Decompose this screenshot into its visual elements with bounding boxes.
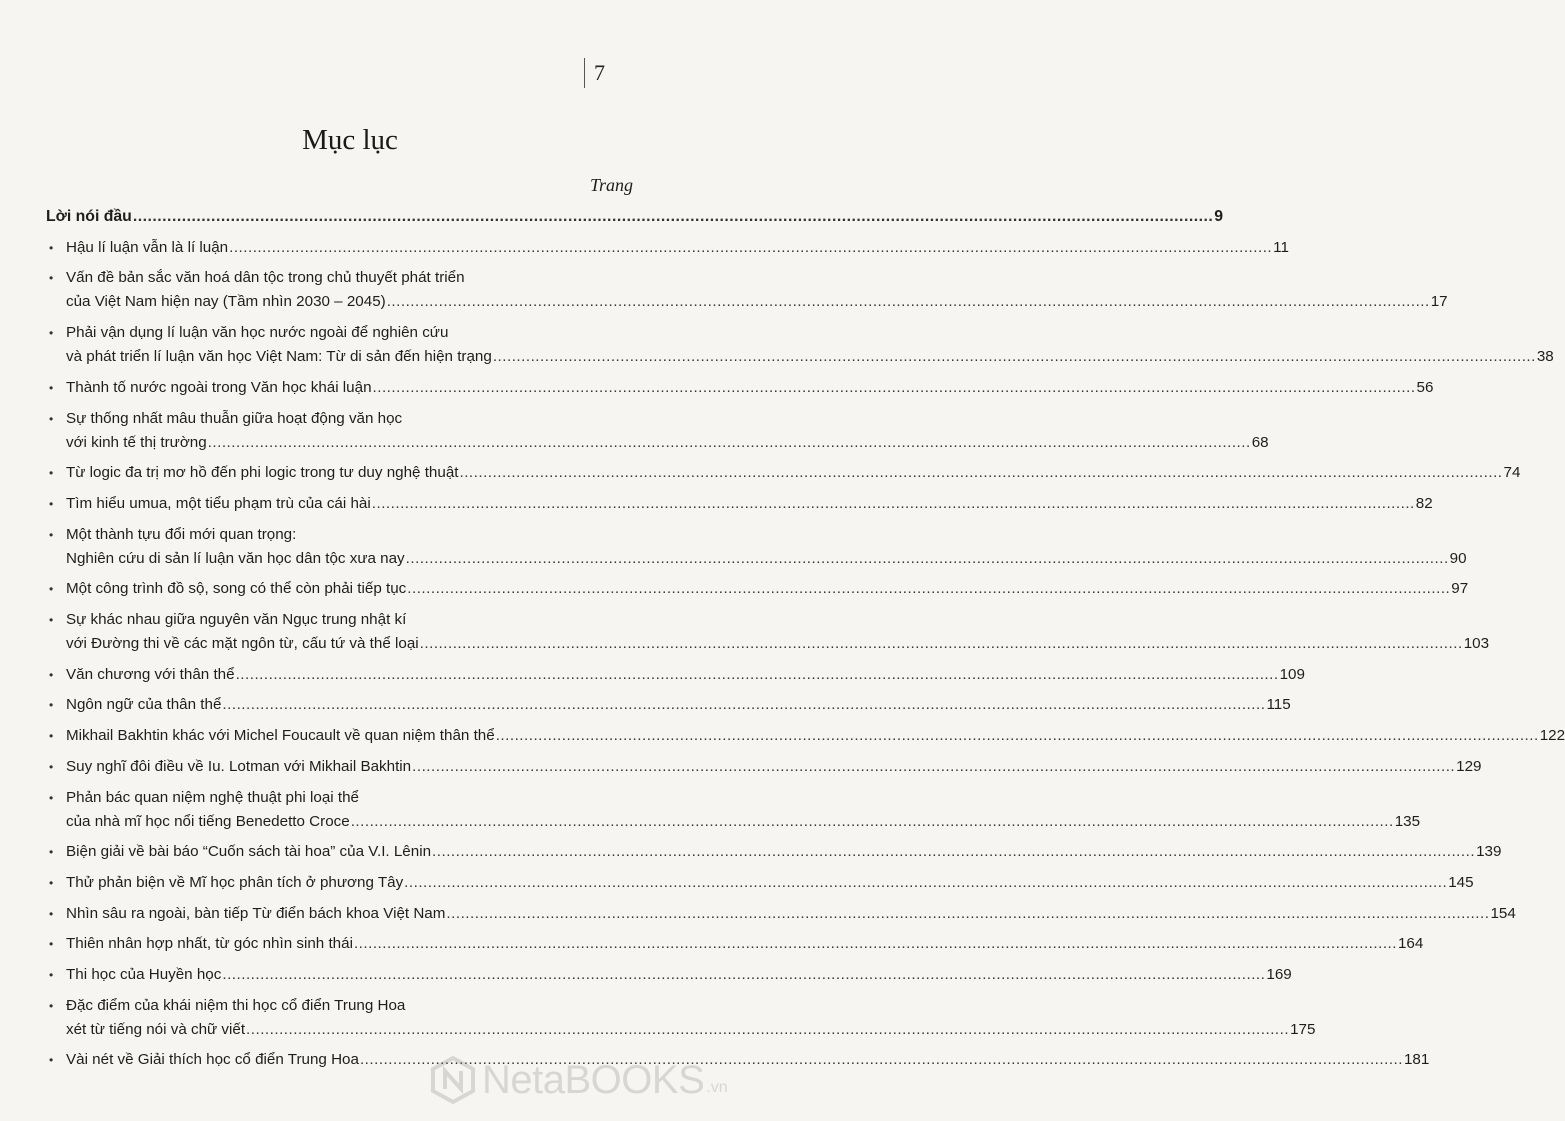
page-column-header: Trang (589, 175, 633, 195)
page-number-divider (584, 58, 585, 88)
toc-entry-title: với Đường thi về các mặt ngôn từ, cấu tứ và thể loại (66, 635, 419, 652)
dot-leader (420, 632, 1463, 656)
bullet-icon: • (49, 613, 54, 627)
toc-entry (46, 407, 1269, 455)
dot-leader (407, 577, 1450, 601)
toc-page-number: 56 (1416, 378, 1434, 396)
toc-entry-title: Phản bác quan niệm nghệ thuật phi loại thể (66, 788, 360, 806)
toc-entry (46, 577, 1469, 601)
toc-entry (46, 663, 1305, 687)
dot-leader (373, 376, 1416, 400)
toc-entry-title: Một thành tựu đổi mới quan trọng: (66, 525, 297, 543)
toc-entry (46, 963, 1292, 987)
dot-leader (446, 902, 1489, 926)
page-number: 7 (594, 60, 605, 85)
toc-entry-title: Lời nói đầu (46, 208, 132, 225)
toc-page-number: 11 (1273, 238, 1289, 256)
toc-entry (46, 492, 1433, 516)
dot-leader (406, 547, 1449, 571)
toc-entry-title: Nghiên cứu di sản lí luận văn học dân tộc xưa nay (66, 549, 405, 567)
toc-page-number: 17 (1430, 293, 1448, 311)
toc-page-number: 164 (1397, 935, 1424, 953)
toc-entry-title: Vài nét về Giải thích học cổ điển Trung Hoa (66, 1051, 359, 1069)
toc-page-number: 181 (1403, 1051, 1430, 1069)
toc-entry-title: Sự thống nhất mâu thuẫn giữa hoạt động văn học (66, 409, 403, 427)
bullet-icon: • (49, 998, 54, 1013)
toc-entry (46, 994, 1316, 1042)
netabooks-logo-icon (428, 1055, 478, 1105)
dot-leader (222, 963, 1265, 987)
toc-entry-title: Văn chương với thân thể (66, 665, 235, 683)
toc-page-number: 9 (1214, 208, 1224, 225)
bullet-icon: • (49, 759, 54, 774)
bullet-icon: • (49, 326, 54, 341)
dot-leader (236, 663, 1279, 687)
dot-leader (351, 810, 1394, 834)
toc-entry-title: và phát triển lí luận văn học Việt Nam: Từ di sản đến hiện trạng (66, 348, 492, 366)
toc-page-number: 145 (1448, 873, 1474, 891)
toc-entry (46, 786, 1421, 834)
toc-page-number: 82 (1415, 494, 1433, 512)
toc-entry (46, 236, 1289, 260)
dot-leader (246, 1018, 1289, 1042)
bullet-icon: • (49, 527, 54, 542)
toc-entry (46, 871, 1474, 895)
watermark-brand: NetaBOOKS (482, 1057, 705, 1102)
toc-page-number: 154 (1490, 904, 1516, 922)
watermark-suffix: .vn (706, 1079, 728, 1096)
toc-page-number: 175 (1290, 1020, 1316, 1038)
bullet-icon: • (49, 271, 54, 286)
toc-entry-title: Thử phản biện về Mĩ học phân tích ở phương Tây (66, 873, 404, 891)
dot-leader (496, 724, 1539, 748)
toc-entry (46, 266, 1448, 314)
bullet-icon: • (49, 240, 54, 255)
toc-entry-title: với kinh tế thị trường (66, 433, 207, 451)
toc-page-number: 129 (1456, 757, 1482, 775)
toc-entry-title: Sự khác nhau giữa nguyên văn Ngục trung nhật kí (66, 611, 407, 628)
toc-entry-title: Hậu lí luận vẫn là lí luận (66, 238, 229, 256)
toc-entry-title: Phải vận dụng lí luận văn học nước ngoài để nghiên cứu (66, 324, 449, 342)
toc-entry-title: của nhà mĩ học nổi tiếng Benedetto Croce (66, 812, 350, 830)
toc-entry (46, 755, 1482, 779)
bullet-icon: • (49, 937, 54, 952)
dot-leader (404, 871, 1447, 895)
toc-entry-title: Thiên nhân hợp nhất, từ góc nhìn sinh thái (66, 935, 353, 953)
bullet-icon: • (49, 790, 54, 805)
toc-entry (46, 461, 1521, 485)
toc-page-number: 115 (1266, 696, 1291, 714)
toc-page-number: 135 (1394, 812, 1421, 830)
toc-page-number: 109 (1279, 665, 1305, 683)
bullet-icon: • (49, 380, 54, 395)
dot-leader (133, 205, 1213, 229)
toc-page-number: 68 (1251, 433, 1269, 451)
bullet-icon: • (49, 906, 54, 921)
toc-entry (46, 932, 1424, 956)
toc-page-number: 122 (1539, 727, 1565, 745)
bullet-icon: • (49, 667, 54, 682)
bullet-icon: • (49, 496, 54, 511)
toc-entry-title: xét từ tiếng nói và chữ viết (66, 1020, 246, 1038)
toc-page-number: 38 (1536, 348, 1554, 366)
toc-entry-title: Mikhail Bakhtin khác với Michel Foucault về quan niệm thân thể (66, 727, 495, 745)
dot-leader (432, 840, 1475, 864)
toc-entry-title: Từ logic đa trị mơ hồ đến phi logic trong tư duy nghệ thuật (66, 464, 459, 482)
toc-page-number: 169 (1266, 966, 1292, 983)
bullet-icon: • (49, 582, 54, 597)
toc-entry (46, 321, 1554, 369)
toc-page-number: 74 (1503, 464, 1521, 482)
toc-entry-title: Suy nghĩ đôi điều về Iu. Lotman với Mikhail Bakhtin (66, 757, 412, 775)
toc-entry (46, 693, 1291, 717)
dot-leader (372, 492, 1415, 516)
toc-entry (46, 902, 1516, 926)
toc-entry-title: Đặc điểm của khái niệm thi học cổ điển Trung Hoa (66, 996, 406, 1014)
bullet-icon: • (49, 1053, 54, 1068)
toc-entry-title: Biện giải về bài báo “Cuốn sách tài hoa” của V.I. Lênin (66, 843, 432, 861)
toc-entry (46, 724, 1565, 748)
bullet-icon: • (49, 968, 54, 982)
toc-page-number: 90 (1449, 549, 1467, 567)
toc-entry-title: Tìm hiểu umua, một tiểu phạm trù của cái hài (66, 494, 371, 512)
toc-entry-foreword (46, 205, 1224, 229)
dot-leader (222, 693, 1265, 717)
toc-entry-title: Một công trình đồ sộ, song có thể còn phải tiếp tục (66, 580, 407, 598)
toc-entry-title: Vấn đề bản sắc văn hoá dân tộc trong chủ thuyết phát triển (66, 269, 465, 287)
toc-entry (46, 376, 1434, 400)
watermark (428, 1055, 728, 1105)
bullet-icon: • (49, 466, 54, 481)
bullet-icon: • (49, 411, 54, 426)
toc-entry-title: Ngôn ngữ của thân thể (66, 696, 222, 714)
toc-entry-title: của Việt Nam hiện nay (Tầm nhìn 2030 – 2045) (66, 293, 386, 311)
toc-entry-title: Nhìn sâu ra ngoài, bàn tiếp Từ điển bách khoa Việt Nam (66, 904, 446, 922)
toc-entry (46, 523, 1467, 571)
bullet-icon: • (49, 875, 54, 890)
toc-entry-title: Thành tố nước ngoài trong Văn học khái luận (66, 378, 372, 396)
toc-page-number: 139 (1476, 843, 1502, 861)
toc-page-number: 97 (1451, 580, 1469, 598)
dot-leader (387, 290, 1430, 314)
bullet-icon: • (49, 729, 54, 744)
toc-entry (46, 608, 1490, 656)
dot-leader (412, 755, 1455, 779)
toc-entry-title: Thi học của Huyền học (66, 966, 222, 983)
dot-leader (459, 461, 1502, 485)
toc-entry (46, 840, 1502, 864)
dot-leader (229, 236, 1272, 260)
dot-leader (493, 345, 1536, 369)
bullet-icon: • (49, 698, 54, 713)
dot-leader (208, 431, 1251, 455)
dot-leader (354, 932, 1397, 956)
toc-page-number: 103 (1463, 635, 1490, 652)
bullet-icon: • (49, 845, 54, 860)
page-title: Mục lục (302, 124, 398, 156)
